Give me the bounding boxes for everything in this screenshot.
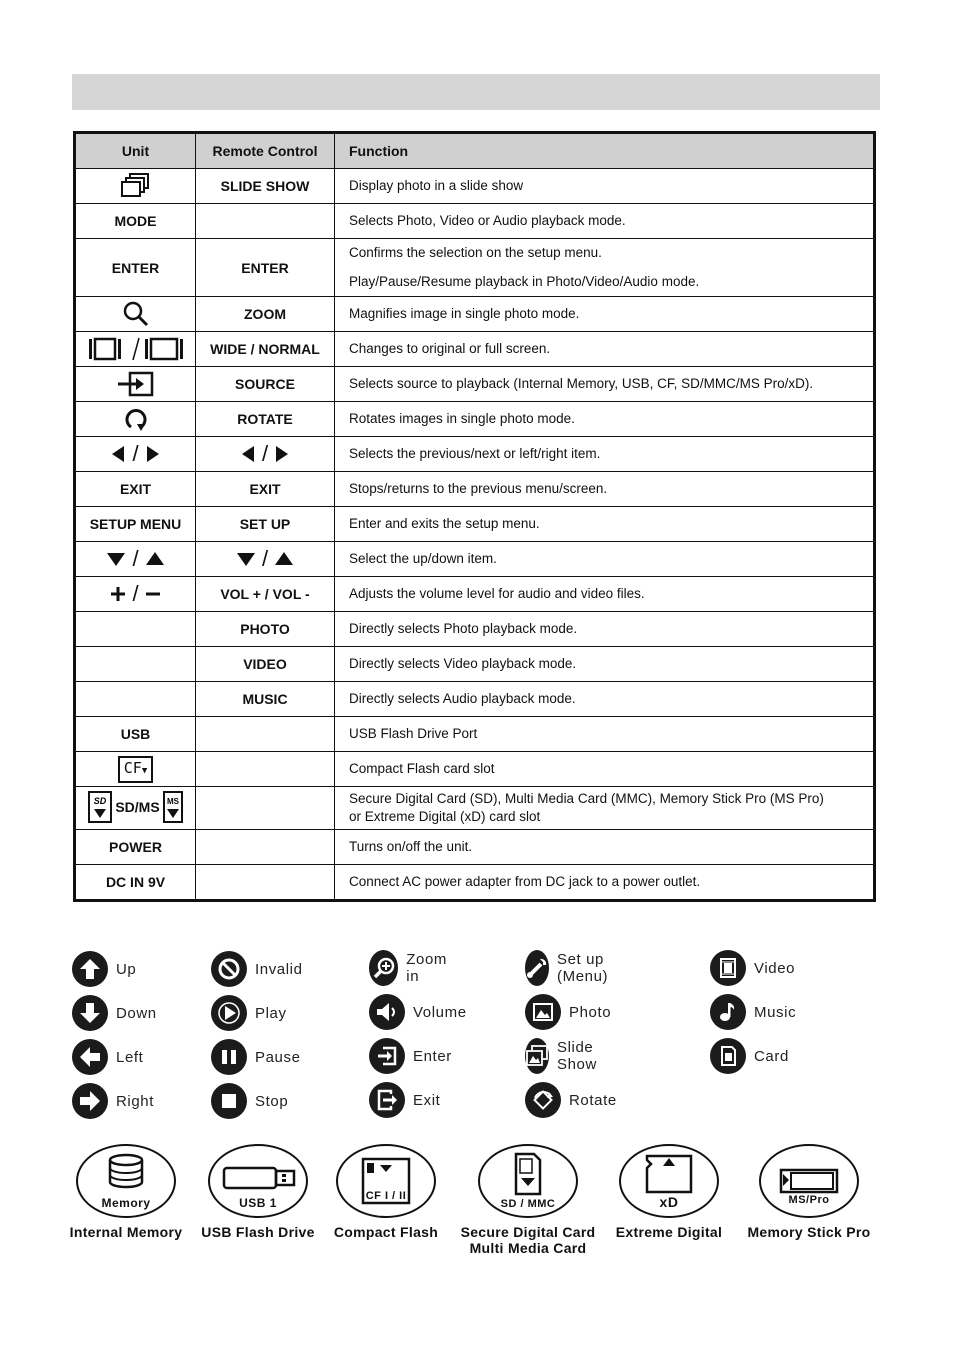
section-banner bbox=[72, 74, 880, 110]
volume-icon bbox=[369, 994, 405, 1030]
function-cell: Connect AC power adapter from DC jack to a power outlet. bbox=[335, 865, 875, 901]
down-up-icon: / bbox=[106, 550, 164, 566]
table-row bbox=[75, 402, 875, 437]
unit-cell: MODE bbox=[75, 204, 196, 239]
card-icon bbox=[710, 1038, 746, 1074]
setup-icon bbox=[525, 950, 549, 986]
function-cell: USB Flash Drive Port bbox=[335, 717, 875, 752]
remote-cell bbox=[196, 830, 335, 865]
legend-item: Pause bbox=[211, 1039, 301, 1075]
remote-cell: WIDE / NORMAL bbox=[196, 332, 335, 367]
unit-cell bbox=[75, 297, 196, 332]
table-row bbox=[75, 507, 875, 542]
unit-cell bbox=[75, 787, 196, 830]
table-row bbox=[75, 612, 875, 647]
svg-text:MS: MS bbox=[166, 796, 179, 806]
unit-cell: DC IN 9V bbox=[75, 865, 196, 901]
header-remote: Remote Control bbox=[196, 133, 335, 169]
unit-cell bbox=[75, 367, 196, 402]
remote-cell bbox=[196, 787, 335, 830]
remote-cell bbox=[196, 542, 335, 577]
remote-cell: ENTER bbox=[196, 239, 335, 297]
table-row bbox=[75, 647, 875, 682]
controls-table bbox=[73, 131, 876, 902]
remote-cell: ROTATE bbox=[196, 402, 335, 437]
exit-icon bbox=[369, 1082, 405, 1118]
function-cell: Directly selects Photo playback mode. bbox=[335, 612, 875, 647]
remote-cell: SET UP bbox=[196, 507, 335, 542]
sd-mmc-icon: SD / MMC bbox=[478, 1144, 578, 1218]
table-row bbox=[75, 204, 875, 239]
rotate-icon bbox=[525, 1082, 561, 1118]
unit-cell: USB bbox=[75, 717, 196, 752]
function-cell: Enter and exits the setup menu. bbox=[335, 507, 875, 542]
music-icon bbox=[710, 994, 746, 1030]
function-cell: Changes to original or full screen. bbox=[335, 332, 875, 367]
legend-item: Photo bbox=[525, 994, 611, 1030]
zoom-in-icon bbox=[369, 950, 398, 986]
remote-cell: VIDEO bbox=[196, 647, 335, 682]
remote-cell bbox=[196, 717, 335, 752]
xd-icon: xD bbox=[619, 1144, 719, 1218]
left-right-icon: / bbox=[240, 445, 290, 461]
legend-item: Rotate bbox=[525, 1082, 617, 1118]
table-row bbox=[75, 297, 875, 332]
legend-item: Enter bbox=[369, 1038, 452, 1074]
remote-cell: SOURCE bbox=[196, 367, 335, 402]
legend-item: Left bbox=[72, 1039, 143, 1075]
function-cell: Turns on/off the unit. bbox=[335, 830, 875, 865]
unit-cell bbox=[75, 647, 196, 682]
header-unit: Unit bbox=[75, 133, 196, 169]
invalid-icon bbox=[211, 951, 247, 987]
legend-item: Stop bbox=[211, 1083, 288, 1119]
table-row bbox=[75, 682, 875, 717]
table-header-row bbox=[75, 133, 875, 169]
function-cell: Secure Digital Card (SD), Multi Media Card (MMC), Memory Stick Pro (MS Pro) or Extreme Digital (xD) card slot bbox=[335, 787, 875, 830]
left-icon bbox=[72, 1039, 108, 1075]
function-cell: Select the up/down item. bbox=[335, 542, 875, 577]
unit-cell bbox=[75, 612, 196, 647]
unit-cell bbox=[75, 577, 196, 612]
media-usb-flash-drive: USB 1 USB Flash Drive bbox=[198, 1144, 318, 1240]
up-icon bbox=[72, 951, 108, 987]
unit-cell bbox=[75, 169, 196, 204]
legend-item: Slide Show bbox=[525, 1038, 609, 1074]
video-icon bbox=[710, 950, 746, 986]
table-row bbox=[75, 752, 875, 787]
function-cell: Rotates images in single photo mode. bbox=[335, 402, 875, 437]
function-cell: Selects the previous/next or left/right item. bbox=[335, 437, 875, 472]
memory-icon: Memory bbox=[76, 1144, 176, 1218]
remote-cell bbox=[196, 752, 335, 787]
function-cell: Stops/returns to the previous menu/screen. bbox=[335, 472, 875, 507]
unit-cell bbox=[75, 332, 196, 367]
legend-item: Up bbox=[72, 951, 136, 987]
ms-pro-icon: MS/Pro bbox=[759, 1144, 859, 1218]
legend-item: Set up (Menu) bbox=[525, 950, 620, 986]
table-row bbox=[75, 472, 875, 507]
rotate-icon bbox=[122, 405, 150, 433]
wide-normal-icon bbox=[87, 336, 185, 362]
function-cell: Compact Flash card slot bbox=[335, 752, 875, 787]
unit-cell bbox=[75, 402, 196, 437]
remote-cell: ZOOM bbox=[196, 297, 335, 332]
stop-icon bbox=[211, 1083, 247, 1119]
remote-cell: SLIDE SHOW bbox=[196, 169, 335, 204]
remote-cell bbox=[196, 437, 335, 472]
media-secure-digital-card: SD / MMC Secure Digital Card Multi Media Card bbox=[456, 1144, 600, 1256]
remote-cell: VOL + / VOL - bbox=[196, 577, 335, 612]
table-row bbox=[75, 717, 875, 752]
cf-slot-icon: CF▼ bbox=[118, 756, 153, 783]
table-row bbox=[75, 787, 875, 830]
table-row bbox=[75, 169, 875, 204]
header-function: Function bbox=[335, 133, 875, 169]
source-icon bbox=[116, 371, 156, 397]
legend-item: Play bbox=[211, 995, 287, 1031]
pause-icon bbox=[211, 1039, 247, 1075]
unit-cell bbox=[75, 542, 196, 577]
table-row bbox=[75, 239, 875, 297]
unit-cell: EXIT bbox=[75, 472, 196, 507]
unit-cell bbox=[75, 682, 196, 717]
function-cell: Adjusts the volume level for audio and video files. bbox=[335, 577, 875, 612]
cf-icon: CF I / II bbox=[336, 1144, 436, 1218]
svg-text:SD: SD bbox=[94, 795, 107, 806]
media-compact-flash: CF I / II Compact Flash bbox=[326, 1144, 446, 1240]
legend-item: Volume bbox=[369, 994, 467, 1030]
legend-item: Video bbox=[710, 950, 795, 986]
slideshow-icon bbox=[120, 172, 152, 200]
remote-cell: PHOTO bbox=[196, 612, 335, 647]
function-cell: Magnifies image in single photo mode. bbox=[335, 297, 875, 332]
media-internal-memory: Memory Internal Memory bbox=[66, 1144, 186, 1240]
legend-item: Card bbox=[710, 1038, 789, 1074]
media-memory-stick-pro: MS/Pro Memory Stick Pro bbox=[740, 1144, 878, 1240]
legend-item: Right bbox=[72, 1083, 154, 1119]
table-row bbox=[75, 542, 875, 577]
slide-show-icon bbox=[525, 1038, 549, 1074]
sd-ms-icon: SD SD/MS MS bbox=[88, 791, 182, 823]
function-cell: Display photo in a slide show bbox=[335, 169, 875, 204]
legend-item: Down bbox=[72, 995, 157, 1031]
remote-cell bbox=[196, 204, 335, 239]
usb-icon: USB 1 bbox=[208, 1144, 308, 1218]
unit-cell: POWER bbox=[75, 830, 196, 865]
enter-icon bbox=[369, 1038, 405, 1074]
unit-cell bbox=[75, 752, 196, 787]
photo-icon bbox=[525, 994, 561, 1030]
function-cell: Selects Photo, Video or Audio playback mode. bbox=[335, 204, 875, 239]
unit-cell bbox=[75, 437, 196, 472]
down-icon bbox=[72, 995, 108, 1031]
table-row bbox=[75, 577, 875, 612]
legend-item: Music bbox=[710, 994, 796, 1030]
left-right-icon: / bbox=[110, 445, 160, 461]
function-cell: Confirms the selection on the setup menu. Play/Pause/Resume playback in Photo/Video/Audio mode. bbox=[335, 239, 875, 297]
remote-cell: MUSIC bbox=[196, 682, 335, 717]
zoom-icon bbox=[122, 300, 150, 328]
plus-minus-icon: / bbox=[110, 585, 160, 601]
remote-cell bbox=[196, 865, 335, 901]
table-row bbox=[75, 437, 875, 472]
down-up-icon: / bbox=[236, 550, 294, 566]
table-row bbox=[75, 830, 875, 865]
legend-item: Invalid bbox=[211, 951, 303, 987]
right-icon bbox=[72, 1083, 108, 1119]
play-icon bbox=[211, 995, 247, 1031]
function-cell: Directly selects Audio playback mode. bbox=[335, 682, 875, 717]
media-extreme-digital: xD Extreme Digital bbox=[606, 1144, 732, 1240]
table-row bbox=[75, 332, 875, 367]
remote-cell: EXIT bbox=[196, 472, 335, 507]
unit-cell: ENTER bbox=[75, 239, 196, 297]
table-row bbox=[75, 865, 875, 901]
legend-item: Exit bbox=[369, 1082, 440, 1118]
legend-item: Zoom in bbox=[369, 950, 454, 986]
table-row bbox=[75, 367, 875, 402]
function-cell: Directly selects Video playback mode. bbox=[335, 647, 875, 682]
function-cell: Selects source to playback (Internal Memory, USB, CF, SD/MMC/MS Pro/xD). bbox=[335, 367, 875, 402]
unit-cell: SETUP MENU bbox=[75, 507, 196, 542]
